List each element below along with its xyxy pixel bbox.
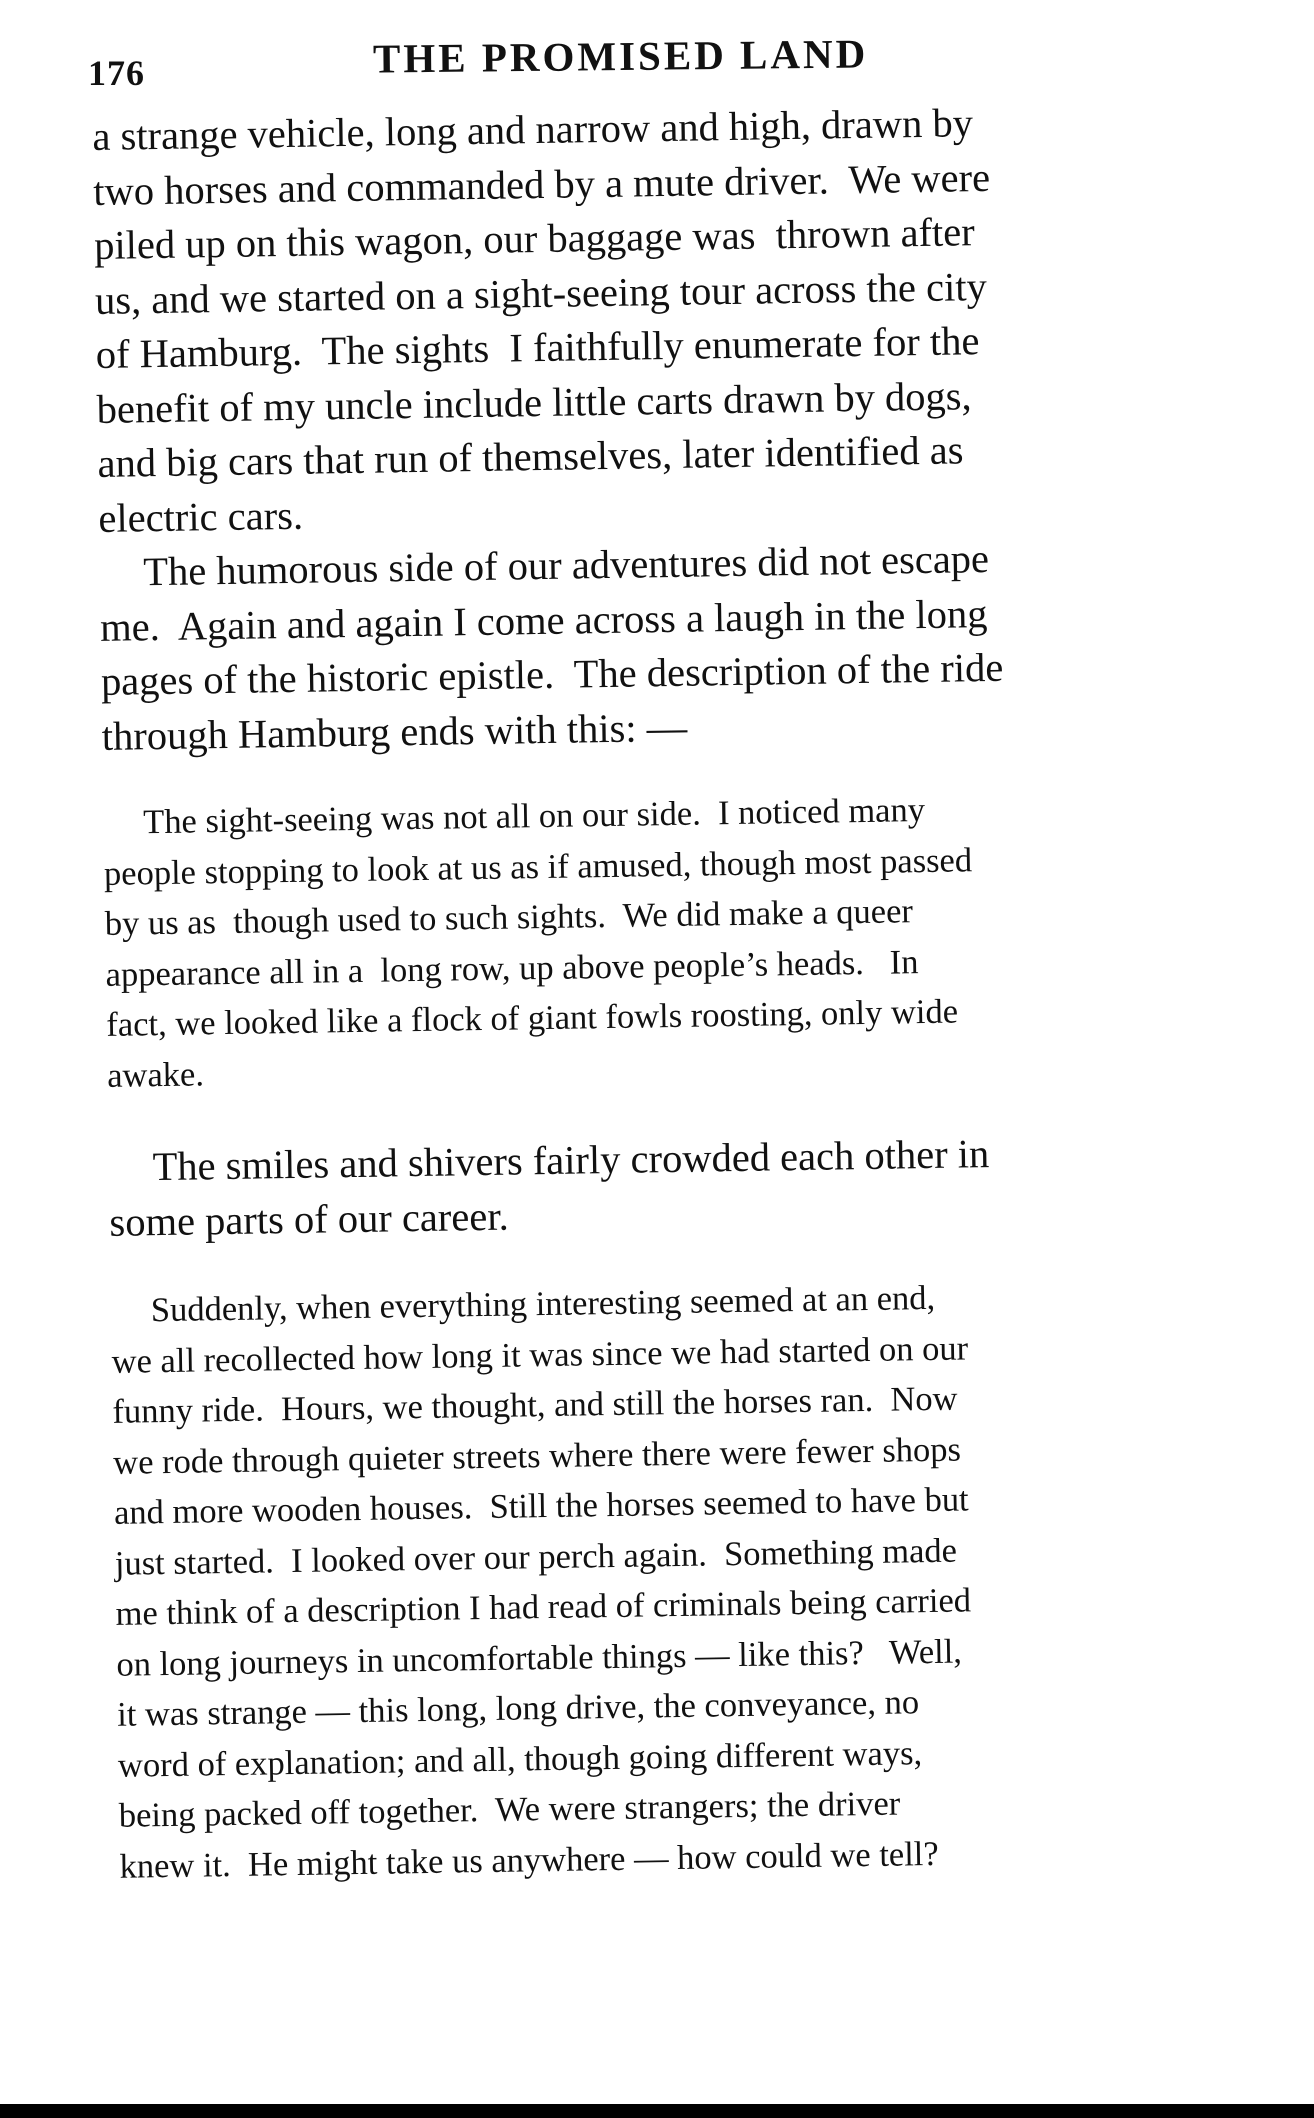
text-line: two horses and commanded by a mute driver. We were — [92, 154, 991, 214]
running-head: THE PROMISED LAND — [372, 30, 869, 82]
text-line-content: The humorous side of our adventures did not escape — [142, 535, 990, 595]
text-line: people stopping to look at us as if amused, though most passed — [103, 840, 973, 893]
paragraph — [108, 1123, 1222, 1249]
text-line: through Hamburg ends with this: — — [101, 704, 688, 759]
text-line: we rode through quieter streets where there were fewer shops — [112, 1430, 962, 1482]
text-line: by us as though used to such sights. We did make a queer — [104, 892, 914, 943]
text-line: a strange vehicle, long and narrow and high, drawn by — [92, 100, 974, 159]
text-line: and more wooden houses. Still the horses seemed to have but — [113, 1480, 969, 1532]
text-line: of Hamburg. The sights I faithfully enumerate for the — [95, 318, 980, 377]
text-line: just started. I looked over our perch again. Something made — [114, 1531, 958, 1583]
text-line: pages of the historic epistle. The description of the ride — [100, 644, 1004, 704]
block-quote — [103, 780, 1220, 1100]
block-quote — [110, 1268, 1231, 1891]
text-line: awake. — [106, 1054, 205, 1095]
page-header — [88, 28, 1223, 98]
text-line: me think of a description I had read of criminals being carried — [115, 1581, 972, 1633]
text-line: we all recollected how long it was since we had started on our — [111, 1328, 969, 1381]
text-line: being packed off together. We were strangers; the driver — [118, 1784, 901, 1835]
page-number: 176 — [88, 53, 145, 93]
text-line: me. Again and again I come across a laugh in the long — [99, 590, 988, 650]
paragraph — [92, 93, 1211, 546]
text-line: appearance all in a long row, up above people’s heads. In — [105, 942, 919, 994]
text-line: on long journeys in uncomfortable things — like this? Well, — [116, 1632, 963, 1684]
text-line-content: The sight-seeing was not all on our side. I noticed many — [142, 791, 926, 842]
text-line-content: Suddenly, when everything interesting seemed at an end, — [150, 1278, 936, 1330]
text-line: some parts of our career. — [109, 1193, 509, 1245]
text-line: piled up on this wagon, our baggage was thrown after — [93, 209, 976, 268]
scan-edge-bar — [0, 2104, 1314, 2118]
text-line: fact, we looked like a flock of giant fowls roosting, only wide — [106, 992, 959, 1044]
paragraph — [99, 528, 1214, 763]
text-line: and big cars that run of themselves, later identified as — [97, 427, 964, 486]
text-line: funny ride. Hours, we thought, and still the horses ran. Now — [112, 1379, 958, 1431]
text-line: electric cars. — [98, 492, 304, 541]
page-body — [92, 93, 1232, 1892]
text-line: word of explanation; and all, though going different ways, — [117, 1733, 923, 1785]
text-line: benefit of my uncle include little carts drawn by dogs, — [96, 372, 972, 432]
text-line: it was strange — this long, long drive, the conveyance, no — [116, 1683, 920, 1734]
text-line-content: The smiles and shivers fairly crowded each other in — [152, 1131, 990, 1190]
text-line: us, and we started on a sight-seeing tour across the city — [94, 263, 988, 323]
text-line: knew it. He might take us anywhere — how could we tell? — [119, 1834, 939, 1886]
